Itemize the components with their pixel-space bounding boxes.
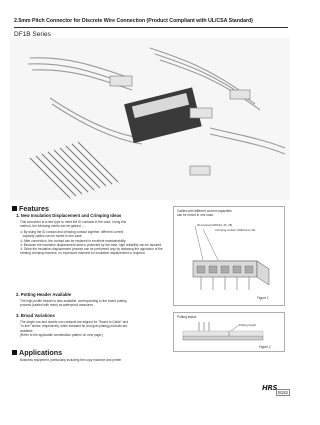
figure-1-label-b: Crimping contact (AWG22 to 30) — [215, 228, 256, 232]
figure-1-note — [177, 209, 281, 217]
figure-1-label-a: ID terminal (AWG24, 26, 28) — [197, 223, 233, 227]
figure-1-caption: Figure 1 — [257, 296, 269, 300]
series-name: DF1B Series — [14, 31, 51, 38]
feature-2-line: process (sealed with resin) as waterproof measures. — [20, 303, 94, 308]
feature-3-text — [20, 320, 168, 337]
feature-1-bullet: ① By using the ID contact and crimping contact together, different current — [20, 230, 124, 234]
product-photo — [10, 38, 290, 200]
feature-3-line: available. — [20, 328, 34, 333]
feature-3-title: 3. Broad Variations — [16, 313, 55, 318]
square-bullet-icon — [12, 206, 17, 211]
features-heading — [12, 204, 49, 213]
figure-2-label: Potting height — [239, 323, 257, 327]
feature-1-line: capacity cables can be mixed in one case. — [22, 234, 83, 239]
feature-3-line: (Refer to the applicable combination pattern on next page.) — [20, 332, 104, 337]
feature-2-title: 2. Potting Header Available — [16, 292, 72, 297]
figure-2 — [173, 312, 285, 352]
feature-3-line: "In-line" series, respectively, while standard tin and gold plating products are — [20, 324, 128, 329]
figure-2-caption: Figure 2 — [259, 345, 271, 349]
feature-3-line: The single row and double row contacts are aligned for "Board to Cable" and — [20, 320, 129, 324]
hrs-logo: HRS — [262, 384, 278, 392]
feature-1-text — [20, 220, 168, 229]
feature-1-title: 1. New Insulation Displacement and Crimping Ideas — [16, 213, 122, 218]
feature-2-text — [20, 299, 168, 308]
page-title: 2.5mm Pitch Connector for Discrete Wire Connection (Product Compliant with UL/CSA Standard) — [14, 18, 253, 24]
title-rule — [14, 27, 288, 28]
square-bullet-icon — [12, 350, 17, 355]
page-number: B153 — [276, 389, 290, 396]
feature-1-line: This connector is a new type to meet the ID contacts in the case. Using this — [20, 220, 127, 224]
figure-1-note-line: Cables with different current capacities — [177, 209, 232, 213]
page-header — [14, 18, 288, 29]
features-heading-text: Features — [19, 204, 49, 213]
applications-text: Business equipment, particularly including the copy machine and printer — [20, 358, 122, 362]
feature-1-bullet: ④ Since the insulation displacement process can be performed only by replacing the applicator of the existing crimping machine, no expensive machine for insulation displacement is required. — [20, 247, 163, 256]
figure-1-note-line: can be mixed in one case. — [177, 213, 215, 218]
feature-1-line: method, the following merits can be gained .... — [20, 224, 86, 229]
applications-heading — [12, 348, 62, 357]
feature-1-bullet: ③ Because the insulation displacement area is protected by the case, high reliability can be assured. — [20, 242, 162, 247]
figure-1 — [173, 206, 285, 306]
figure-1-drawing — [173, 206, 285, 306]
feature-1-bullet: ② After connection, the contact can be replaced in excellent maintainability. — [20, 238, 127, 243]
applications-heading-text: Applications — [19, 348, 63, 357]
feature-1-bullets — [20, 230, 168, 256]
feature-2-line: The high profile header is also available, corresponding to the board potting — [20, 299, 127, 303]
figure-2-title: Potting status — [177, 315, 197, 319]
